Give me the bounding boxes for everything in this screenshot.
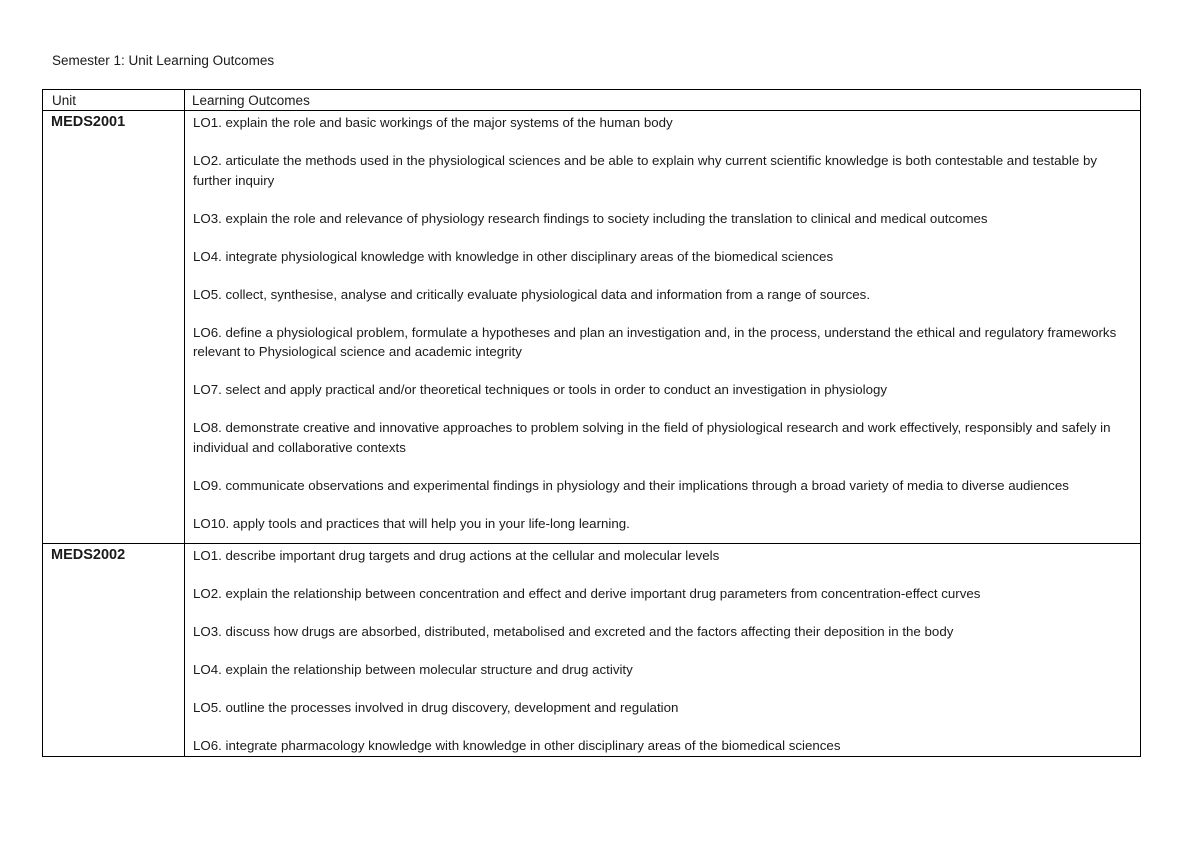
learning-outcome: LO4. explain the relationship between molecular structure and drug activity	[193, 662, 633, 677]
table-row	[43, 111, 1141, 544]
table-body	[43, 111, 1141, 757]
learning-outcome: LO4. integrate physiological knowledge with knowledge in other disciplinary areas of the biomedical sciences	[193, 248, 834, 264]
header-row	[43, 90, 1141, 111]
table-header	[43, 90, 1141, 111]
learning-outcome: LO1. describe important drug targets and drug actions at the cellular and molecular levels	[193, 548, 720, 563]
outcomes-cell	[185, 544, 1141, 757]
outcomes-cell	[185, 111, 1141, 544]
learning-outcome: LO10. apply tools and practices that will help you in your life-long learning.	[193, 515, 630, 531]
learning-outcome: LO7. select and apply practical and/or theoretical techniques or tools in order to conduct an investigation in physiology	[193, 382, 888, 397]
learning-outcome: LO5. outline the processes involved in drug discovery, development and regulation	[193, 700, 679, 715]
unit-code: MEDS2001	[43, 111, 185, 544]
learning-outcome: LO3. discuss how drugs are absorbed, distributed, metabolised and excreted and the factors affecting their deposition in the body	[193, 624, 954, 639]
learning-outcome: LO5. collect, synthesise, analyse and critically evaluate physiological data and information from a range of sources.	[193, 286, 871, 302]
learning-outcome: LO6. define a physiological problem, formulate a hypotheses and plan an investigation and, in the process, understand the ethical and regulatory frameworks relevant to Physiological science and academic integrity	[193, 324, 1117, 359]
learning-outcome: LO2. explain the relationship between concentration and effect and derive important drug parameters from concentration-effect curves	[193, 586, 981, 601]
learning-outcome: LO2. articulate the methods used in the physiological sciences and be able to explain why current scientific knowledge is both contestable and testable by further inquiry	[193, 153, 1097, 188]
learning-outcome: LO6. integrate pharmacology knowledge with knowledge in other disciplinary areas of the biomedical sciences	[193, 738, 841, 753]
learning-outcome: LO9. communicate observations and experimental findings in physiology and their implications through a broad variety of media to diverse audiences	[193, 477, 1069, 493]
header-learning-outcomes: Learning Outcomes	[185, 90, 1141, 111]
table-row	[43, 544, 1141, 757]
learning-outcome: LO8. demonstrate creative and innovative approaches to problem solving in the field of physiological research and work effectively, responsibly and safely in individual and collaborative contexts	[193, 420, 1111, 455]
header-unit: Unit	[43, 90, 185, 111]
page-title: Semester 1: Unit Learning Outcomes	[52, 53, 275, 68]
learning-outcome: LO1. explain the role and basic workings of the major systems of the human body	[193, 115, 673, 130]
learning-outcomes-table	[42, 89, 1141, 757]
unit-code: MEDS2002	[43, 544, 185, 757]
learning-outcome: LO3. explain the role and relevance of physiology research findings to society including the translation to clinical and medical outcomes	[193, 210, 988, 226]
